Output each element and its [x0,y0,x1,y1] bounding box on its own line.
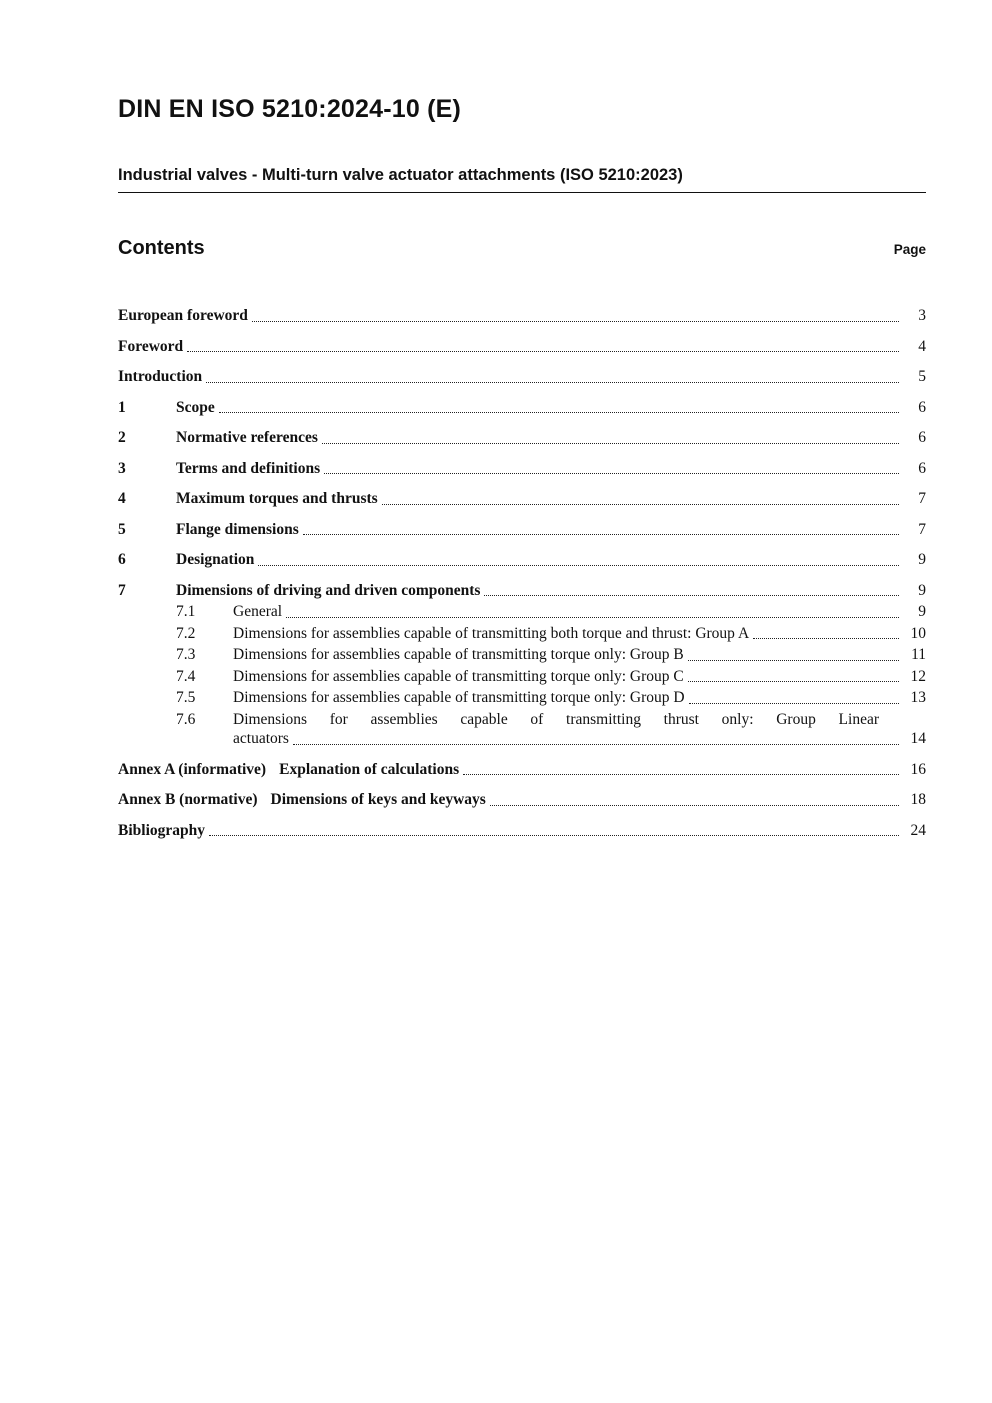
toc-number: 2 [118,429,126,447]
toc-page: 9 [918,551,926,569]
toc-number: 6 [118,551,126,569]
toc-number: 7 [118,581,126,599]
dotted-leader [688,660,899,661]
toc-label: actuators [233,730,289,748]
dotted-leader [286,617,899,618]
toc-label: Annex B (normative) Dimensions of keys and keyways [118,791,486,809]
toc-page: 7 [918,490,926,508]
toc-label-secondary: Explanation of calculations [279,760,460,778]
toc-page: 4 [918,337,926,355]
dotted-leader [382,504,899,505]
toc-number: 7.1 [176,603,196,621]
toc-label: Dimensions for assemblies capable of transmitting thrust only: Group Linear [233,710,879,728]
toc-page: 11 [911,646,926,664]
toc-page: 16 [910,760,926,778]
toc-label-secondary: Dimensions of keys and keyways [270,791,486,809]
toc-number: 5 [118,520,126,538]
document-id-heading: DIN EN ISO 5210:2024-10 (E) [118,95,462,123]
toc-label: European foreword [118,307,248,324]
toc-label: Dimensions of driving and driven components [176,581,481,599]
toc-entry [118,790,926,810]
dotted-leader [688,681,899,682]
toc-page: 24 [910,821,926,839]
toc-entry [118,645,926,665]
dotted-leader [258,565,899,566]
dotted-leader [206,382,899,383]
dotted-leader [484,595,899,596]
toc-number: 7.4 [176,667,196,685]
toc-page: 3 [918,307,926,324]
toc-entry [118,428,926,448]
toc-page: 12 [910,667,926,685]
toc-entry [118,459,926,479]
toc-label: Dimensions for assemblies capable of transmitting both torque and thrust: Group A [233,624,750,642]
toc-label: Introduction [118,368,203,386]
toc-page: 5 [918,368,926,386]
toc-page: 6 [918,459,926,477]
toc-label: Flange dimensions [176,520,299,538]
toc-label: Annex A (informative) Explanation of calculations [118,760,460,778]
toc-page: 9 [918,581,926,599]
dotted-leader [490,805,899,806]
dotted-leader [219,412,899,413]
toc-page: 18 [910,791,926,809]
dotted-leader [324,473,899,474]
toc-number: 7.5 [176,689,196,707]
toc-number: 4 [118,490,126,508]
toc-page: 7 [918,520,926,538]
dotted-leader [463,774,899,775]
toc-page: 14 [910,730,926,748]
toc-number: 7.2 [176,624,196,642]
toc-entry [118,602,926,622]
toc-page: 9 [918,603,926,621]
toc-entry [118,398,926,418]
toc-number: 7.3 [176,646,196,664]
toc-label: Foreword [118,337,184,355]
toc-label: Dimensions for assemblies capable of transmitting torque only: Group B [233,646,684,664]
toc-label: Dimensions for assemblies capable of transmitting torque only: Group C [233,667,684,685]
toc-label: Dimensions for assemblies capable of transmitting torque only: Group D [233,689,685,707]
toc-entry [118,306,926,326]
toc-number: 3 [118,459,126,477]
toc-number: 7.6 [176,710,196,728]
toc-entry [118,520,926,540]
toc-number: 1 [118,398,126,416]
toc-entry [118,729,926,749]
toc-entry [118,760,926,780]
toc-label: Maximum torques and thrusts [176,490,378,508]
contents-heading: Contents [118,237,205,259]
contents-header-row [118,237,926,260]
dotted-leader [689,703,899,704]
toc-label: Designation [176,551,255,569]
toc-entry [118,667,926,687]
dotted-leader [209,835,899,836]
dotted-leader [322,443,899,444]
toc-entry [118,821,926,841]
dotted-leader [303,534,899,535]
toc-page: 13 [910,689,926,707]
dotted-leader [252,321,899,322]
toc-label: Scope [176,398,215,416]
toc-entry [118,624,926,644]
toc-entry [118,550,926,570]
toc-entry [118,337,926,357]
toc-page: 6 [918,429,926,447]
toc-label: Normative references [176,429,318,447]
dotted-leader [293,744,899,745]
toc-page: 10 [910,624,926,642]
toc-entry [118,688,926,708]
toc-entry [118,710,926,730]
toc-entry [118,581,926,601]
toc-entry [118,489,926,509]
toc-label: Terms and definitions [176,459,321,477]
toc-label: Bibliography [118,821,205,839]
toc-entry [118,367,926,387]
dotted-leader [187,351,899,352]
dotted-leader [753,638,899,639]
toc-page: 6 [918,398,926,416]
document-title: Industrial valves - Multi-turn valve actuator attachments (ISO 5210:2023) [118,166,926,193]
toc-label: General [233,603,283,621]
page-column-label: Page [893,242,926,257]
toc-list [118,306,926,840]
